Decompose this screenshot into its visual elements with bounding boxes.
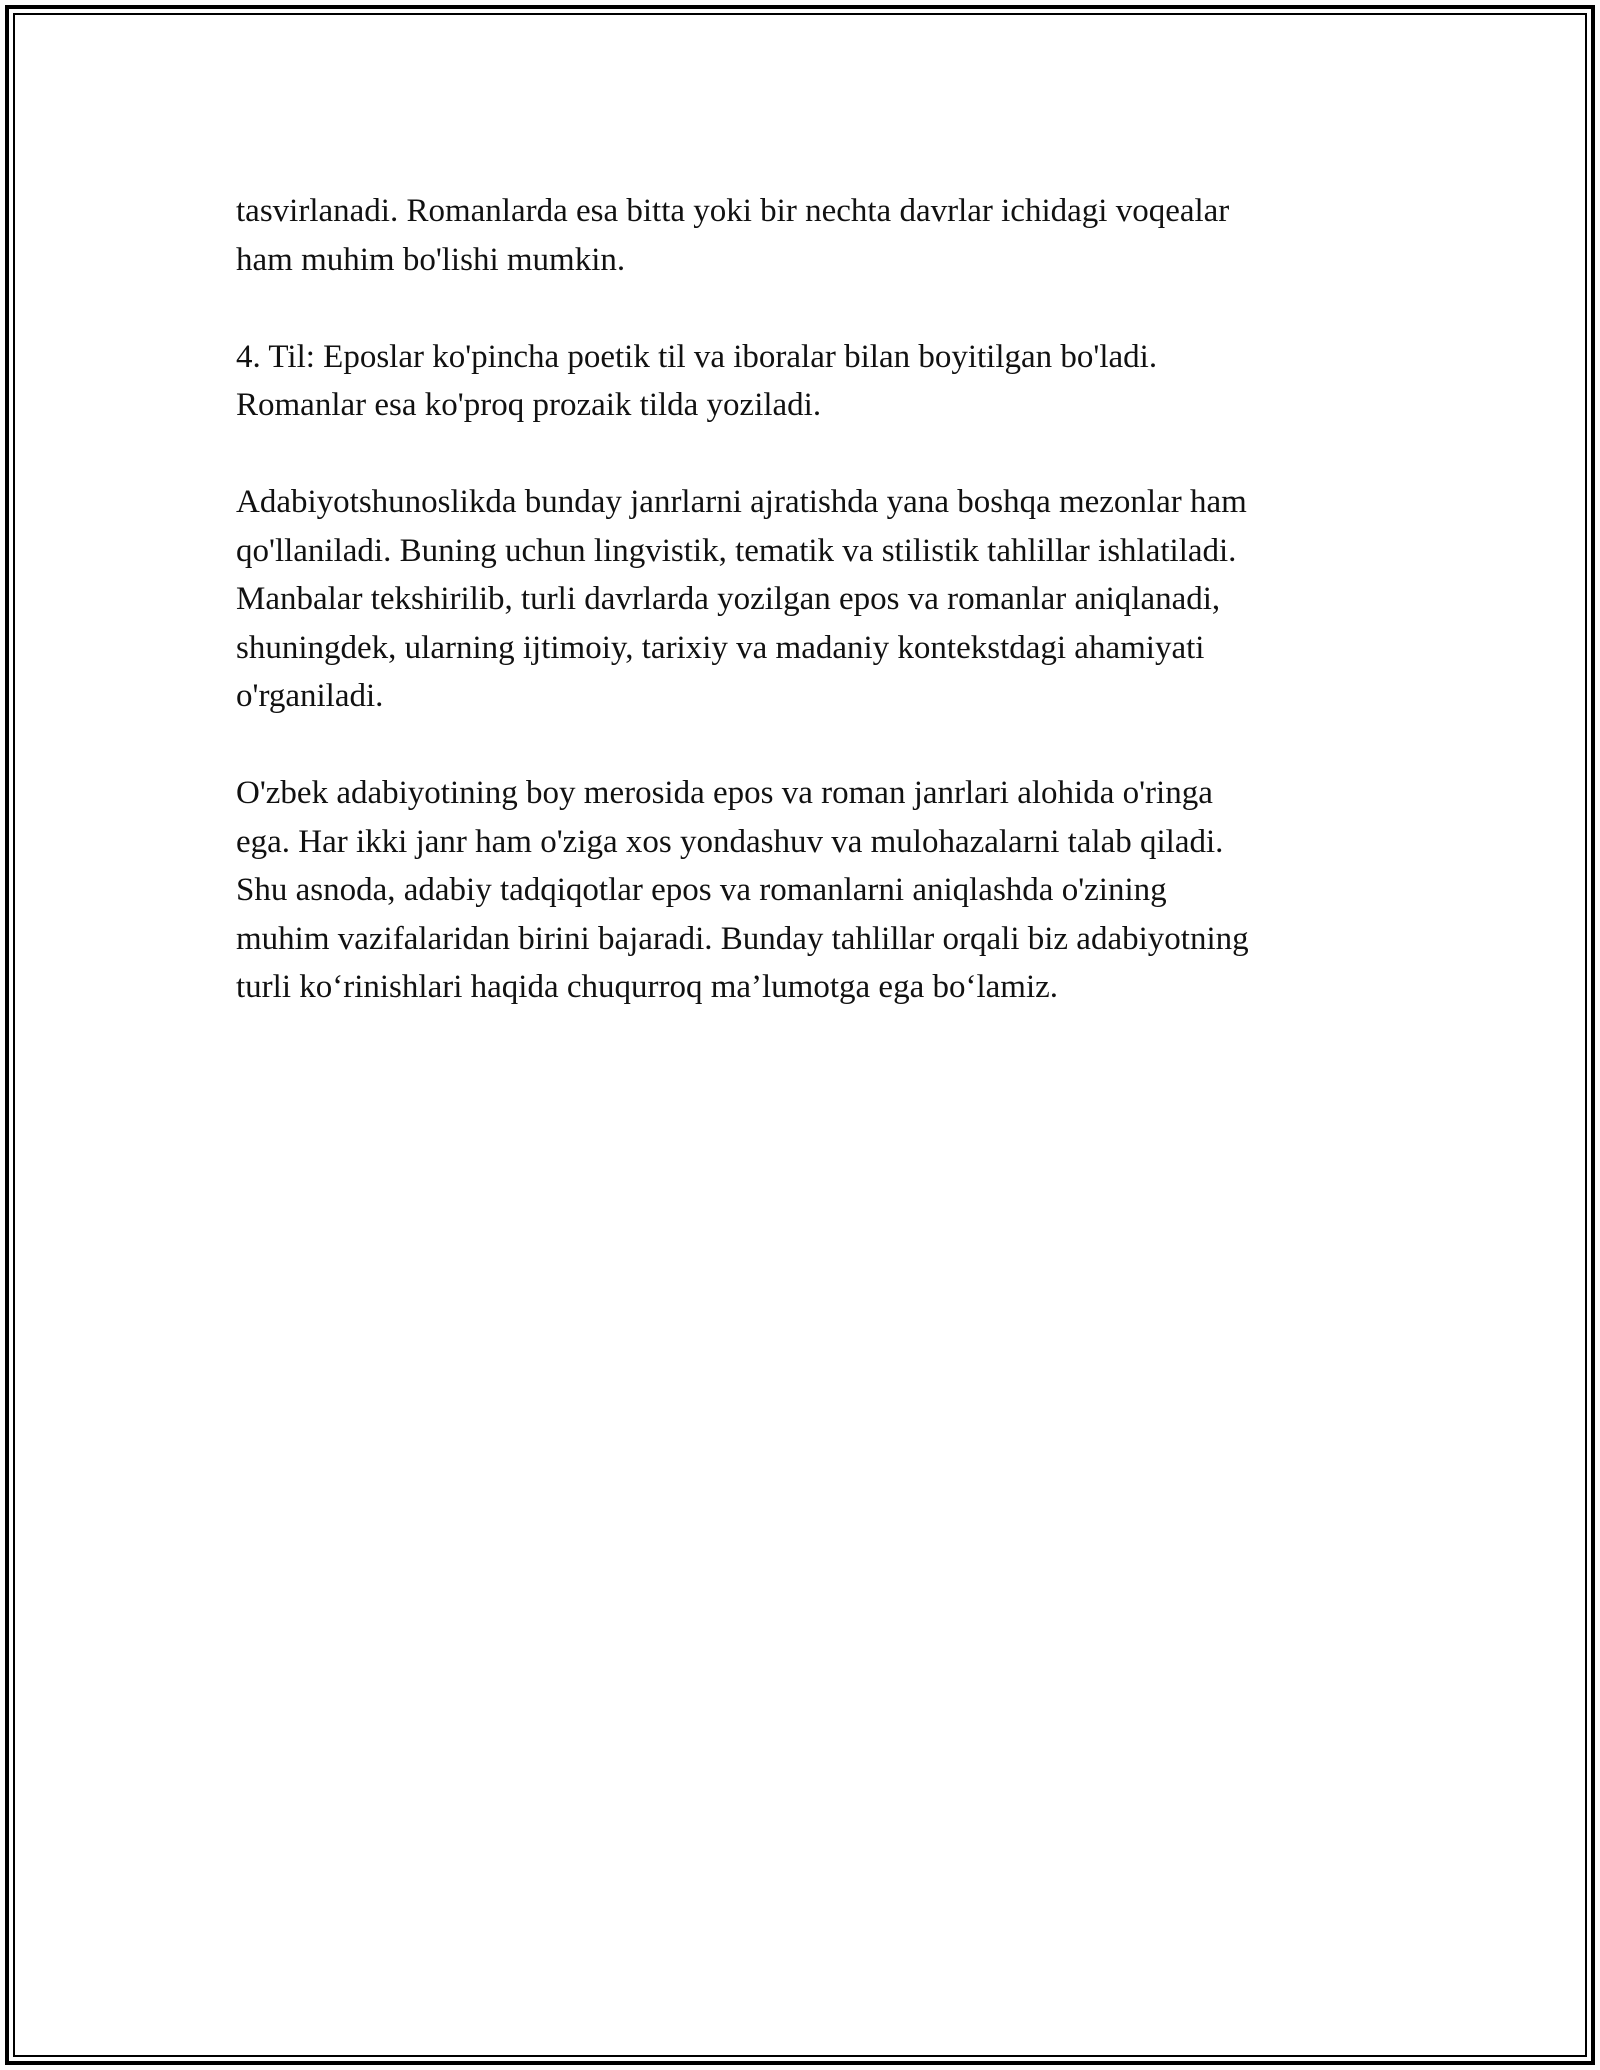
text-line: o'rganiladi. bbox=[236, 678, 384, 714]
text-line: ham muhim bo'lishi mumkin. bbox=[236, 241, 626, 278]
paragraph-criteria bbox=[236, 478, 1396, 721]
paragraph-continuation bbox=[236, 187, 1396, 284]
text-line: Romanlar esa ko'proq prozaik tilda yoziladi. bbox=[236, 387, 822, 423]
text-line: Adabiyotshunoslikda bunday janrlarni ajratishda yana boshqa mezonlar ham bbox=[236, 484, 1247, 520]
text-line: 4. Til: Eposlar ko'pincha poetik til va iboralar bilan boyitilgan bo'ladi. bbox=[236, 338, 1158, 375]
text-line: O'zbek adabiyotining boy merosida epos va roman janrlari alohida o'ringa bbox=[236, 775, 1213, 811]
paragraph-language bbox=[236, 333, 1396, 430]
text-line: shuningdek, ularning ijtimoiy, tarixiy va madaniy kontekstdagi ahamiyati bbox=[236, 629, 1205, 666]
text-line: ega. Har ikki janr ham o'ziga xos yondashuv va mulohazalarni talab qiladi. bbox=[236, 823, 1224, 860]
text-line: turli ko‘rinishlari haqida chuqurroq ma’lumotga ega bo‘lamiz. bbox=[236, 969, 1059, 1005]
text-line: Shu asnoda, adabiy tadqiqotlar epos va romanlarni aniqlashda o'zining bbox=[236, 872, 1167, 908]
text-line: qo'llaniladi. Buning uchun lingvistik, tematik va stilistik tahlillar ishlatiladi. bbox=[236, 532, 1237, 569]
text-line: Manbalar tekshirilib, turli davrlarda yozilgan epos va romanlar aniqlanadi, bbox=[236, 581, 1221, 617]
text-line: tasvirlanadi. Romanlarda esa bitta yoki bir nechta davrlar ichidagi voqealar bbox=[236, 193, 1230, 229]
paragraph-conclusion bbox=[236, 769, 1396, 1012]
text-line: muhim vazifalaridan birini bajaradi. Bunday tahlillar orqali biz adabiyotning bbox=[236, 920, 1249, 957]
document-body bbox=[236, 187, 1396, 1060]
